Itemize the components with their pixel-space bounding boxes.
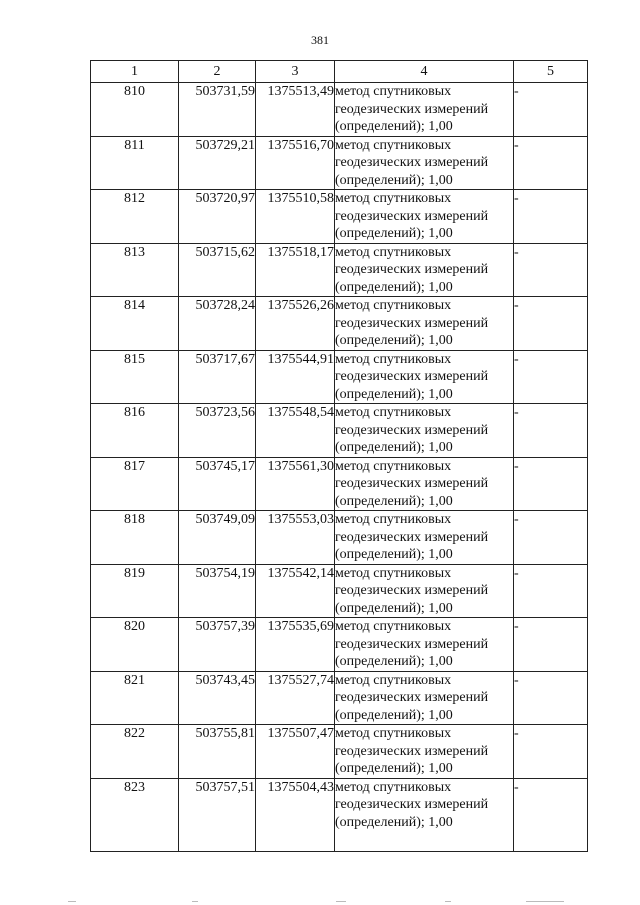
point-number-cell: 813	[91, 243, 179, 297]
method-cell	[335, 511, 514, 565]
method-cell	[335, 190, 514, 244]
method-line: метод спутниковых	[335, 191, 452, 206]
method-cell	[335, 618, 514, 672]
x-coordinate-cell: 503755,81	[179, 725, 256, 779]
method-cell	[335, 778, 514, 851]
table-row	[91, 725, 588, 779]
point-number-cell: 811	[91, 136, 179, 190]
header-col-3: 3	[256, 61, 335, 83]
table-row	[91, 457, 588, 511]
table-row	[91, 564, 588, 618]
note-cell: -	[514, 778, 588, 851]
table-row	[91, 243, 588, 297]
y-coordinate-cell: 1375513,49	[256, 83, 335, 137]
table-row	[91, 778, 588, 851]
method-cell	[335, 83, 514, 137]
header-col-2: 2	[179, 61, 256, 83]
note-cell: -	[514, 457, 588, 511]
method-cell	[335, 564, 514, 618]
method-line: метод спутниковых	[335, 84, 452, 99]
table-row	[91, 618, 588, 672]
y-coordinate-cell: 1375526,26	[256, 297, 335, 351]
table-row	[91, 297, 588, 351]
x-coordinate-cell: 503757,51	[179, 778, 256, 851]
method-line: (определений); 1,00	[335, 333, 453, 348]
point-number-cell: 815	[91, 350, 179, 404]
point-number-cell: 812	[91, 190, 179, 244]
method-line: геодезических измерений	[335, 636, 489, 652]
point-number-cell: 816	[91, 404, 179, 458]
note-cell: -	[514, 671, 588, 725]
method-line: (определений); 1,00	[335, 386, 453, 402]
x-coordinate-cell: 503745,17	[179, 457, 256, 511]
point-number-cell: 823	[91, 778, 179, 851]
table-header	[91, 61, 588, 83]
method-line: геодезических измерений	[335, 369, 489, 384]
method-line: геодезических измерений	[335, 690, 489, 705]
y-coordinate-cell: 1375518,17	[256, 243, 335, 297]
method-line: геодезических измерений	[335, 155, 489, 170]
point-number-cell: 818	[91, 511, 179, 565]
method-line: метод спутниковых	[335, 512, 452, 527]
note-cell: -	[514, 618, 588, 672]
footer-scan-marks	[0, 899, 640, 905]
method-cell	[335, 725, 514, 779]
method-line: метод спутниковых	[335, 137, 452, 153]
point-number-cell: 810	[91, 83, 179, 137]
note-cell: -	[514, 190, 588, 244]
method-line: геодезических измерений	[335, 743, 489, 759]
method-line: (определений); 1,00	[335, 226, 453, 241]
method-line: метод спутниковых	[335, 779, 452, 795]
point-number-cell: 822	[91, 725, 179, 779]
header-col-4: 4	[335, 61, 514, 83]
method-line: метод спутниковых	[335, 458, 452, 474]
method-line: (определений); 1,00	[335, 493, 453, 509]
y-coordinate-cell: 1375561,30	[256, 457, 335, 511]
method-line: (определений); 1,00	[335, 547, 453, 562]
table-row	[91, 190, 588, 244]
table-row	[91, 83, 588, 137]
y-coordinate-cell: 1375510,58	[256, 190, 335, 244]
y-coordinate-cell: 1375504,43	[256, 778, 335, 851]
x-coordinate-cell: 503743,45	[179, 671, 256, 725]
method-cell	[335, 457, 514, 511]
x-coordinate-cell: 503754,19	[179, 564, 256, 618]
table-row	[91, 136, 588, 190]
x-coordinate-cell: 503717,67	[179, 350, 256, 404]
x-coordinate-cell: 503723,56	[179, 404, 256, 458]
method-cell	[335, 671, 514, 725]
method-line: (определений); 1,00	[335, 600, 453, 616]
method-cell	[335, 297, 514, 351]
note-cell: -	[514, 511, 588, 565]
method-line: метод спутниковых	[335, 405, 452, 420]
y-coordinate-cell: 1375507,47	[256, 725, 335, 779]
note-cell: -	[514, 136, 588, 190]
note-cell: -	[514, 243, 588, 297]
x-coordinate-cell: 503731,59	[179, 83, 256, 137]
point-number-cell: 821	[91, 671, 179, 725]
method-line: метод спутниковых	[335, 565, 452, 581]
y-coordinate-cell: 1375535,69	[256, 618, 335, 672]
method-line: (определений); 1,00	[335, 707, 453, 723]
method-line: (определений); 1,00	[335, 761, 453, 776]
method-line: геодезических измерений	[335, 529, 489, 545]
method-line: (определений); 1,00	[335, 814, 453, 830]
method-line: геодезических измерений	[335, 315, 489, 331]
method-line: метод спутниковых	[335, 351, 452, 367]
x-coordinate-cell: 503720,97	[179, 190, 256, 244]
note-cell: -	[514, 83, 588, 137]
note-cell: -	[514, 564, 588, 618]
method-cell	[335, 136, 514, 190]
y-coordinate-cell: 1375527,74	[256, 671, 335, 725]
method-line: метод спутниковых	[335, 619, 452, 634]
y-coordinate-cell: 1375542,14	[256, 564, 335, 618]
note-cell: -	[514, 725, 588, 779]
point-number-cell: 820	[91, 618, 179, 672]
method-line: геодезических измерений	[335, 208, 489, 224]
table-row	[91, 511, 588, 565]
method-line: метод спутниковых	[335, 726, 452, 741]
method-cell	[335, 404, 514, 458]
note-cell: -	[514, 350, 588, 404]
y-coordinate-cell: 1375544,91	[256, 350, 335, 404]
table-row	[91, 671, 588, 725]
method-line: (определений); 1,00	[335, 172, 453, 188]
header-row	[91, 61, 588, 83]
header-col-1: 1	[91, 61, 179, 83]
note-cell: -	[514, 297, 588, 351]
y-coordinate-cell: 1375553,03	[256, 511, 335, 565]
point-number-cell: 819	[91, 564, 179, 618]
method-line: (определений); 1,00	[335, 279, 453, 295]
method-line: геодезических измерений	[335, 476, 489, 491]
note-cell: -	[514, 404, 588, 458]
y-coordinate-cell: 1375516,70	[256, 136, 335, 190]
method-line: метод спутниковых	[335, 672, 452, 688]
table-row	[91, 350, 588, 404]
method-line: метод спутниковых	[335, 298, 452, 313]
method-line: (определений); 1,00	[335, 119, 453, 134]
method-line: геодезических измерений	[335, 583, 489, 598]
x-coordinate-cell: 503728,24	[179, 297, 256, 351]
method-line: метод спутниковых	[335, 244, 452, 260]
method-line: геодезических измерений	[335, 262, 489, 277]
x-coordinate-cell: 503729,21	[179, 136, 256, 190]
method-line: (определений); 1,00	[335, 654, 453, 669]
method-line: геодезических измерений	[335, 101, 489, 117]
method-cell	[335, 243, 514, 297]
method-line: геодезических измерений	[335, 797, 489, 812]
point-number-cell: 814	[91, 297, 179, 351]
page-number: 381	[311, 33, 329, 47]
method-line: геодезических измерений	[335, 422, 489, 438]
x-coordinate-cell: 503715,62	[179, 243, 256, 297]
method-cell	[335, 350, 514, 404]
table-body	[91, 83, 588, 852]
coordinates-table	[90, 60, 588, 852]
y-coordinate-cell: 1375548,54	[256, 404, 335, 458]
x-coordinate-cell: 503749,09	[179, 511, 256, 565]
x-coordinate-cell: 503757,39	[179, 618, 256, 672]
header-col-5: 5	[514, 61, 588, 83]
point-number-cell: 817	[91, 457, 179, 511]
table-row	[91, 404, 588, 458]
method-line: (определений); 1,00	[335, 440, 453, 455]
